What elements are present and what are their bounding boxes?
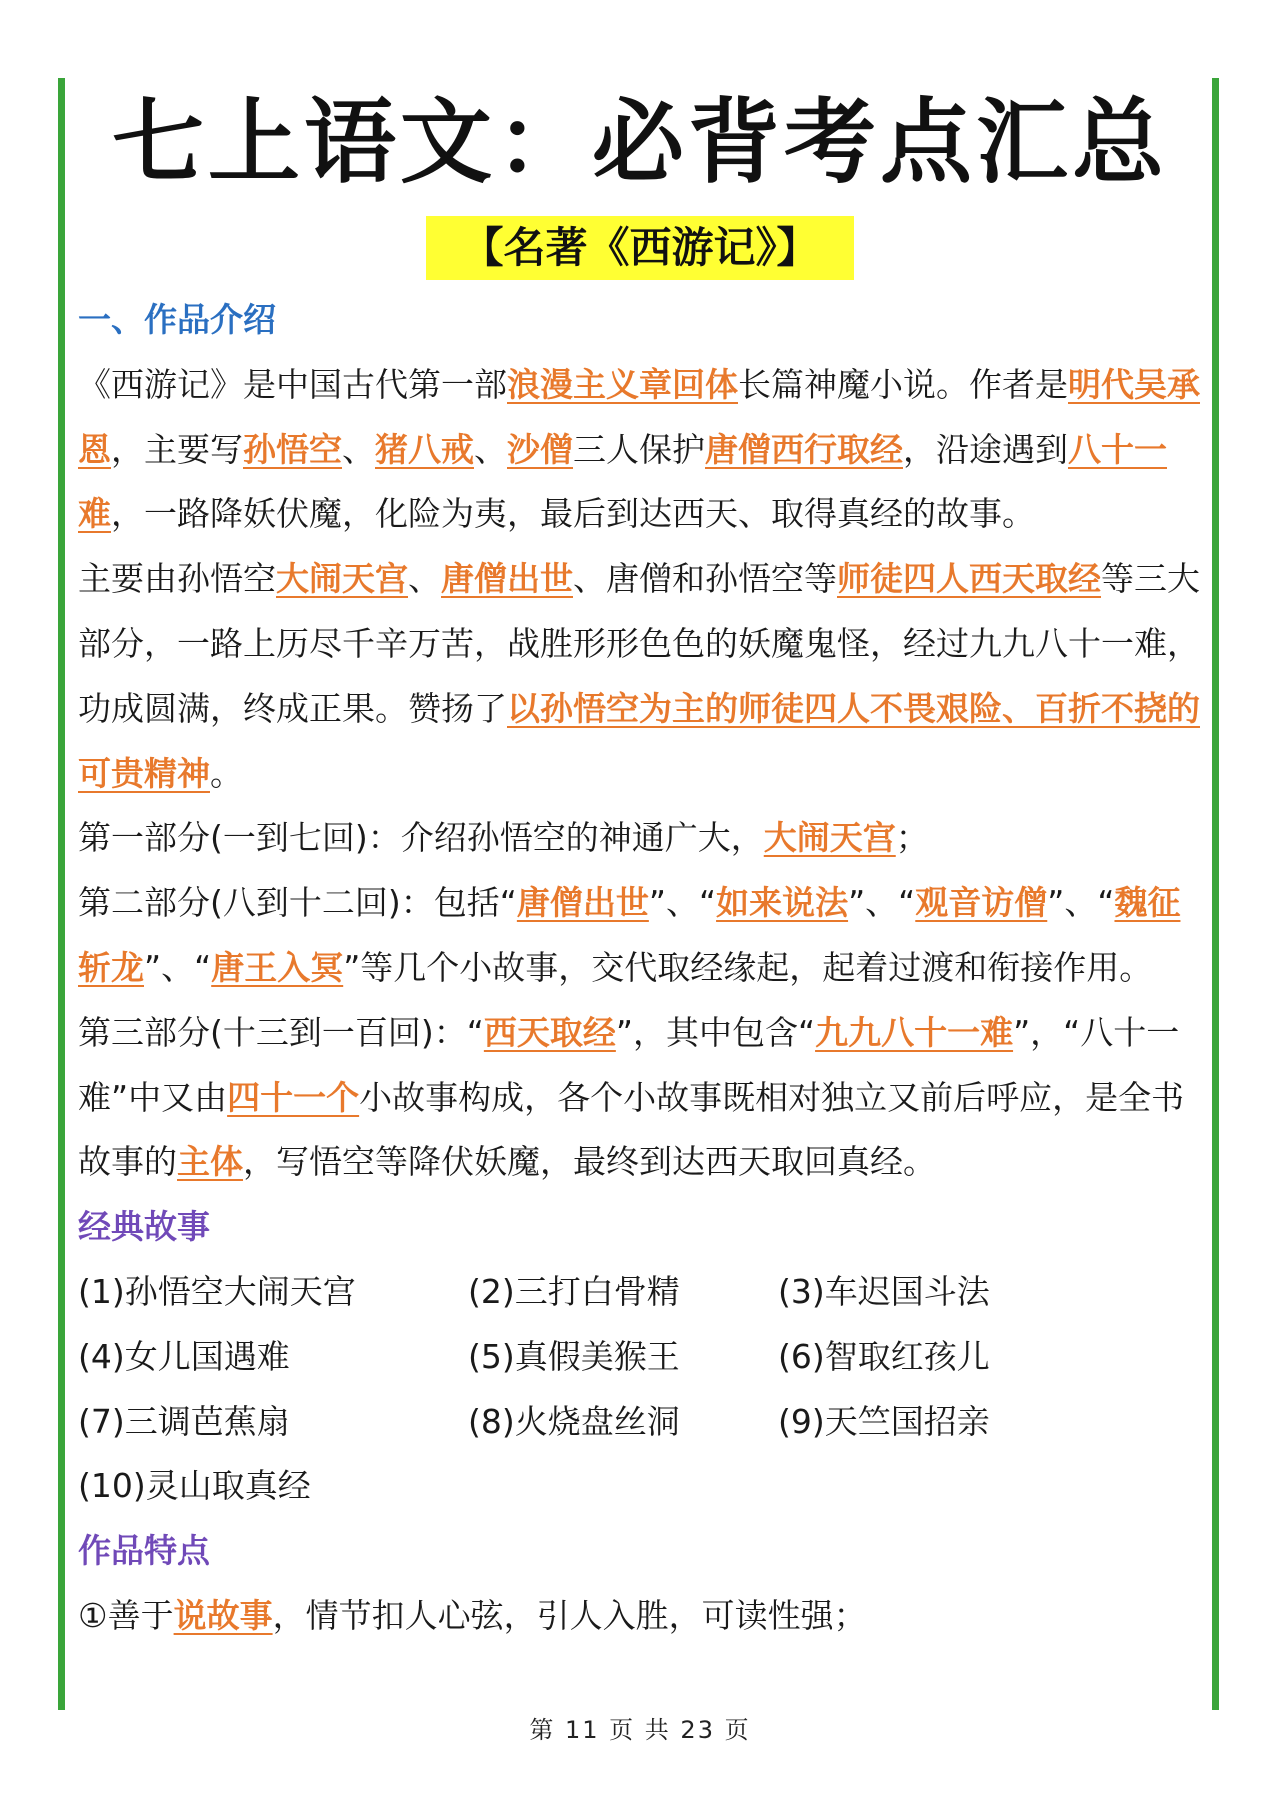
section-heading-features: 作品特点 xyxy=(78,1531,210,1571)
text: ”，其中包含“ xyxy=(615,1012,816,1052)
text: 三人保护 xyxy=(573,429,705,469)
story-item: (8)火烧盘丝洞 xyxy=(468,1401,680,1441)
part-three-paragraph xyxy=(78,1001,1206,1195)
text: ”，“八十一难”中又由 xyxy=(78,1012,1180,1117)
text: ，沿途遇到 xyxy=(903,429,1068,469)
keyword: 唐僧出世 xyxy=(516,883,649,923)
text: ，写悟空等降伏妖魔，最终到达西天取回真经。 xyxy=(243,1142,936,1182)
keyword: 浪漫主义章回体 xyxy=(507,364,738,404)
keyword: 明代吴承恩 xyxy=(78,364,1200,469)
right-border-rule xyxy=(1212,78,1219,1710)
story-item: (4)女儿国遇难 xyxy=(78,1336,290,1376)
story-item: (10)灵山取真经 xyxy=(78,1466,311,1506)
keyword: 沙僧 xyxy=(507,429,573,469)
text: 等三大部分，一路上历尽千辛万苦，战胜形形色色的妖魔鬼怪，经过九九八十一难，功成圆满，终成正果。赞扬了 xyxy=(78,559,1200,728)
text: 、 xyxy=(474,429,507,469)
text: 第二部分(八到十二回)：包括“ xyxy=(78,883,517,923)
page-number: 第 11 页 共 23 页 xyxy=(529,1716,751,1744)
keyword: 主体 xyxy=(177,1142,243,1182)
keyword: 师徒四人西天取经 xyxy=(837,559,1101,599)
keyword: 孙悟空 xyxy=(243,429,342,469)
text: ； xyxy=(895,818,929,858)
story-item: (6)智取红孩儿 xyxy=(778,1336,990,1376)
keyword: 八十一难 xyxy=(78,429,1167,534)
text: 小故事构成，各个小故事既相对独立又前后呼应，是全书故事的 xyxy=(78,1077,1185,1182)
text: 第一部分(一到七回)：介绍孙悟空的神通广大， xyxy=(78,818,764,858)
text: ”、“ xyxy=(1047,883,1115,923)
text: ”、“ xyxy=(144,947,212,987)
text: ，一路降妖伏魔，化险为夷，最后到达西天、取得真经的故事。 xyxy=(111,494,1035,534)
keyword: 如来说法 xyxy=(716,883,849,923)
keyword: 九九八十一难 xyxy=(815,1012,1014,1052)
story-item: (1)孙悟空大闹天宫 xyxy=(78,1271,356,1311)
story-list xyxy=(78,1260,1206,1519)
story-item: (7)三调芭蕉扇 xyxy=(78,1401,290,1441)
left-border-rule xyxy=(58,78,65,1710)
text: 长篇神魔小说。作者是 xyxy=(738,364,1068,404)
keyword: 西天取经 xyxy=(483,1012,616,1052)
text: 、 xyxy=(342,429,375,469)
keyword: 观音访僧 xyxy=(915,883,1048,923)
part-one-paragraph xyxy=(78,806,1206,871)
text: ，主要写 xyxy=(111,429,243,469)
keyword: 猪八戒 xyxy=(375,429,474,469)
content-body xyxy=(78,288,1206,1649)
story-item: (5)真假美猴王 xyxy=(468,1336,680,1376)
text: 、唐僧和孙悟空等 xyxy=(573,559,837,599)
book-subtitle: 【名著《西游记》】 xyxy=(426,216,854,280)
part-two-paragraph xyxy=(78,871,1206,1001)
feature-item xyxy=(78,1584,1206,1649)
intro-paragraph xyxy=(78,353,1206,547)
text: ，情节扣人心弦，引人入胜，可读性强； xyxy=(272,1595,867,1635)
text: 。 xyxy=(210,753,243,793)
structure-paragraph xyxy=(78,547,1206,806)
keyword: 唐僧出世 xyxy=(441,559,573,599)
story-item: (2)三打白骨精 xyxy=(468,1271,680,1311)
text: 《西游记》是中国古代第一部 xyxy=(78,364,507,404)
section-heading-intro: 一、作品介绍 xyxy=(78,300,276,339)
keyword: 四十一个 xyxy=(227,1077,360,1117)
text: ”、“ xyxy=(848,883,916,923)
keyword: 以孙悟空为主的师徒四人不畏艰险、百折不挠的可贵精神 xyxy=(78,688,1200,793)
keyword: 说故事 xyxy=(173,1595,273,1635)
text: 第三部分(十三到一百回)：“ xyxy=(78,1012,484,1052)
keyword: 唐僧西行取经 xyxy=(705,429,903,469)
story-item: (9)天竺国招亲 xyxy=(778,1401,990,1441)
text: 、 xyxy=(408,559,441,599)
keyword: 唐王入冥 xyxy=(211,947,344,987)
section-heading-stories: 经典故事 xyxy=(78,1207,210,1247)
keyword: 大闹天宫 xyxy=(276,559,408,599)
page-title: 七上语文：必背考点汇总 xyxy=(111,89,1168,196)
keyword: 魏征斩龙 xyxy=(78,883,1181,987)
text: ”等几个小故事，交代取经缘起，起着过渡和衔接作用。 xyxy=(343,947,1153,987)
keyword: 大闹天宫 xyxy=(763,818,896,858)
text: ①善于 xyxy=(78,1595,174,1635)
story-item: (3)车迟国斗法 xyxy=(778,1271,990,1311)
text: ”、“ xyxy=(648,883,717,923)
text: 主要由孙悟空 xyxy=(78,559,276,599)
